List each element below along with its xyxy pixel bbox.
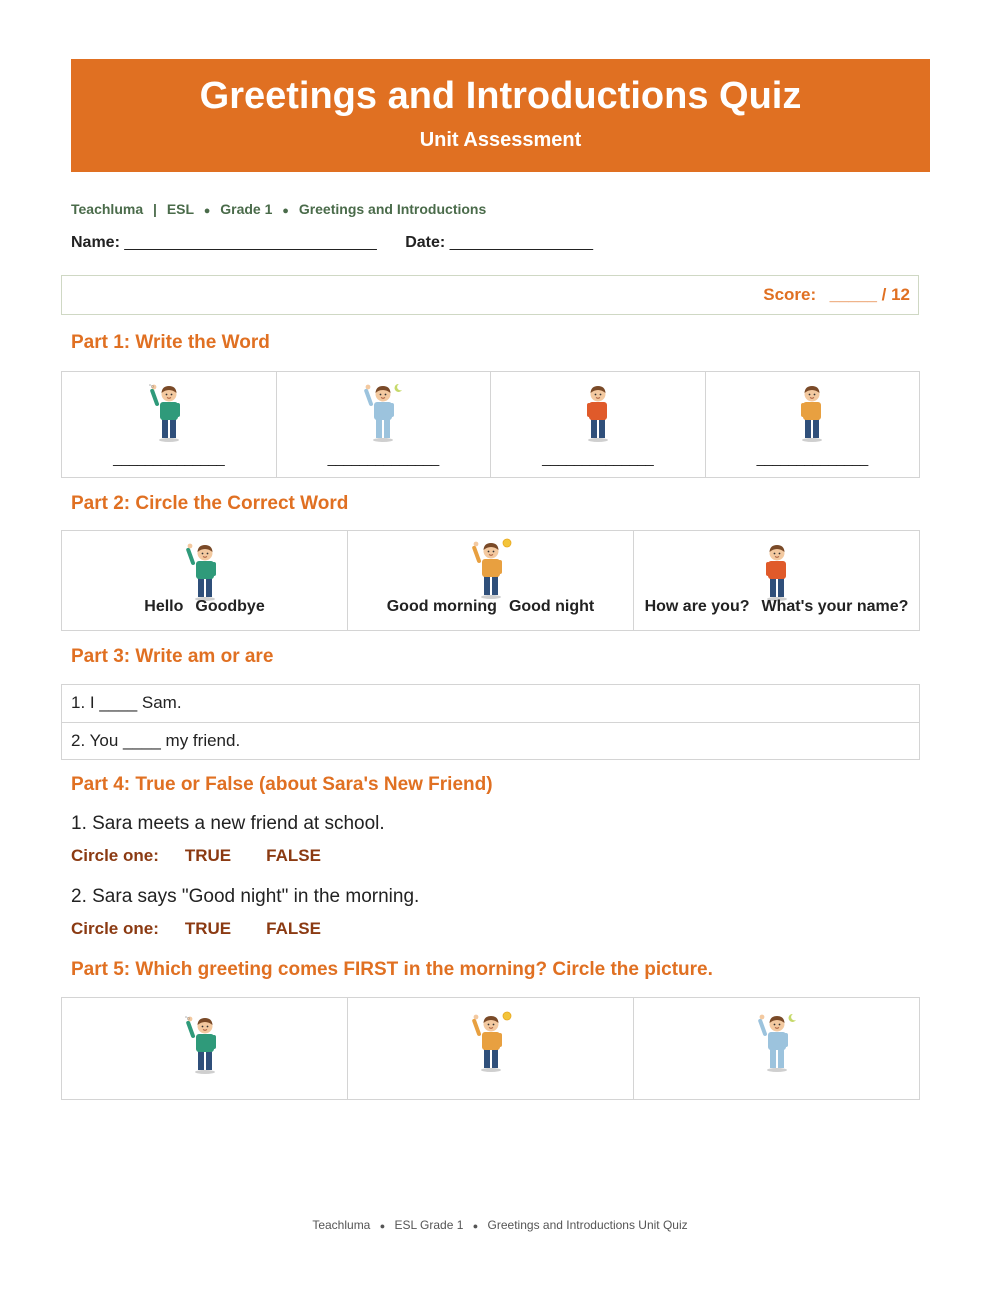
false-option[interactable]: FALSE <box>266 846 321 865</box>
brand-name: Teachluma <box>71 201 144 217</box>
part1-cell <box>706 372 920 477</box>
footer-brand: Teachluma <box>312 1218 371 1232</box>
footer-title: Greetings and Introductions Unit Quiz <box>487 1218 688 1232</box>
bullet-icon: ● <box>282 205 289 217</box>
score-field[interactable]: _____ <box>829 285 877 304</box>
bullet-icon: ● <box>203 205 211 217</box>
child-waving-hello-icon <box>149 384 189 444</box>
part3-table <box>61 684 920 760</box>
false-option[interactable]: FALSE <box>266 919 321 938</box>
subject-label: ESL <box>166 201 194 217</box>
part3-heading: Part 3: Write am or are <box>71 646 274 667</box>
option-hello[interactable]: Hello <box>144 598 184 615</box>
part1-cell <box>491 372 706 477</box>
part1-cell <box>62 372 277 477</box>
child-standing-icon <box>792 384 832 444</box>
part2-heading: Part 2: Circle the Correct Word <box>71 493 349 514</box>
option-goodbye[interactable]: Goodbye <box>195 598 265 615</box>
date-field[interactable]: _________________ <box>449 234 593 251</box>
page-subtitle: Unit Assessment <box>419 129 582 151</box>
part1-cell <box>277 372 492 477</box>
child-good-morning-icon <box>469 537 513 601</box>
child-waving-hello-icon <box>185 543 225 603</box>
part1-heading: Part 1: Write the Word <box>71 332 270 353</box>
circle-one-label: Circle one: <box>71 919 159 938</box>
child-good-night-icon <box>361 380 405 444</box>
part5-grid <box>61 997 920 1100</box>
part4-heading: Part 4: True or False (about Sara's New Friend) <box>71 774 493 795</box>
picture-choice[interactable] <box>348 998 634 1099</box>
word-options <box>348 598 633 616</box>
answer-blank[interactable]: ______________ <box>756 450 868 467</box>
svg-text:°o: °o <box>184 1016 190 1022</box>
bullet-icon: ● <box>379 1221 386 1231</box>
page-footer <box>0 1218 1000 1232</box>
true-option[interactable]: TRUE <box>184 846 232 865</box>
answer-blank[interactable]: ______________ <box>113 450 225 467</box>
part2-item <box>634 531 919 630</box>
grade-label: Grade 1 <box>220 201 273 217</box>
child-good-morning-icon <box>469 1010 513 1074</box>
picture-choice[interactable] <box>634 998 919 1099</box>
part2-grid <box>61 530 920 631</box>
word-options <box>62 598 347 616</box>
picture-choice[interactable] <box>62 998 348 1099</box>
page-title: Greetings and Introductions Quiz <box>199 75 802 117</box>
true-option[interactable]: TRUE <box>184 919 232 938</box>
part5-heading: Part 5: Which greeting comes FIRST in the morning? Circle the picture. <box>71 959 713 980</box>
circle-one-label: Circle one: <box>71 846 159 865</box>
part2-item <box>62 531 348 630</box>
student-info-row <box>71 234 592 252</box>
name-field[interactable]: ______________________________ <box>124 234 377 251</box>
part1-grid <box>61 371 920 478</box>
word-options <box>634 598 919 616</box>
option-good-morning[interactable]: Good morning <box>386 598 497 615</box>
fill-in-row[interactable]: 1. I ____ Sam. <box>71 693 182 712</box>
score-box <box>61 275 919 315</box>
meta-separator: | <box>153 201 157 217</box>
svg-text:°o: °o <box>148 384 154 390</box>
score-total: / 12 <box>881 285 910 304</box>
child-standing-icon <box>578 384 618 444</box>
question-text: 2. Sara says "Good night" in the morning. <box>71 886 420 907</box>
option-good-night[interactable]: Good night <box>508 598 595 615</box>
child-waving-hello-icon <box>185 1016 225 1076</box>
title-banner <box>71 59 930 172</box>
child-talking-icon <box>757 543 797 603</box>
circle-choice-row <box>71 846 321 866</box>
part2-item <box>348 531 634 630</box>
answer-blank[interactable]: ______________ <box>327 450 439 467</box>
circle-choice-row <box>71 919 321 939</box>
name-label: Name: <box>71 234 120 251</box>
topic-label: Greetings and Introductions <box>298 201 487 217</box>
option-how-are-you[interactable]: How are you? <box>644 598 750 615</box>
answer-blank[interactable]: ______________ <box>542 450 654 467</box>
score-label: Score: <box>763 285 817 304</box>
course-meta <box>71 201 486 217</box>
footer-course: ESL Grade 1 <box>394 1218 464 1232</box>
bullet-icon: ● <box>472 1221 479 1231</box>
child-good-night-icon <box>755 1010 799 1074</box>
question-text: 1. Sara meets a new friend at school. <box>71 813 385 834</box>
fill-in-row[interactable]: 2. You ____ my friend. <box>62 722 919 759</box>
option-whats-your-name[interactable]: What's your name? <box>761 598 909 615</box>
date-label: Date: <box>405 234 446 251</box>
